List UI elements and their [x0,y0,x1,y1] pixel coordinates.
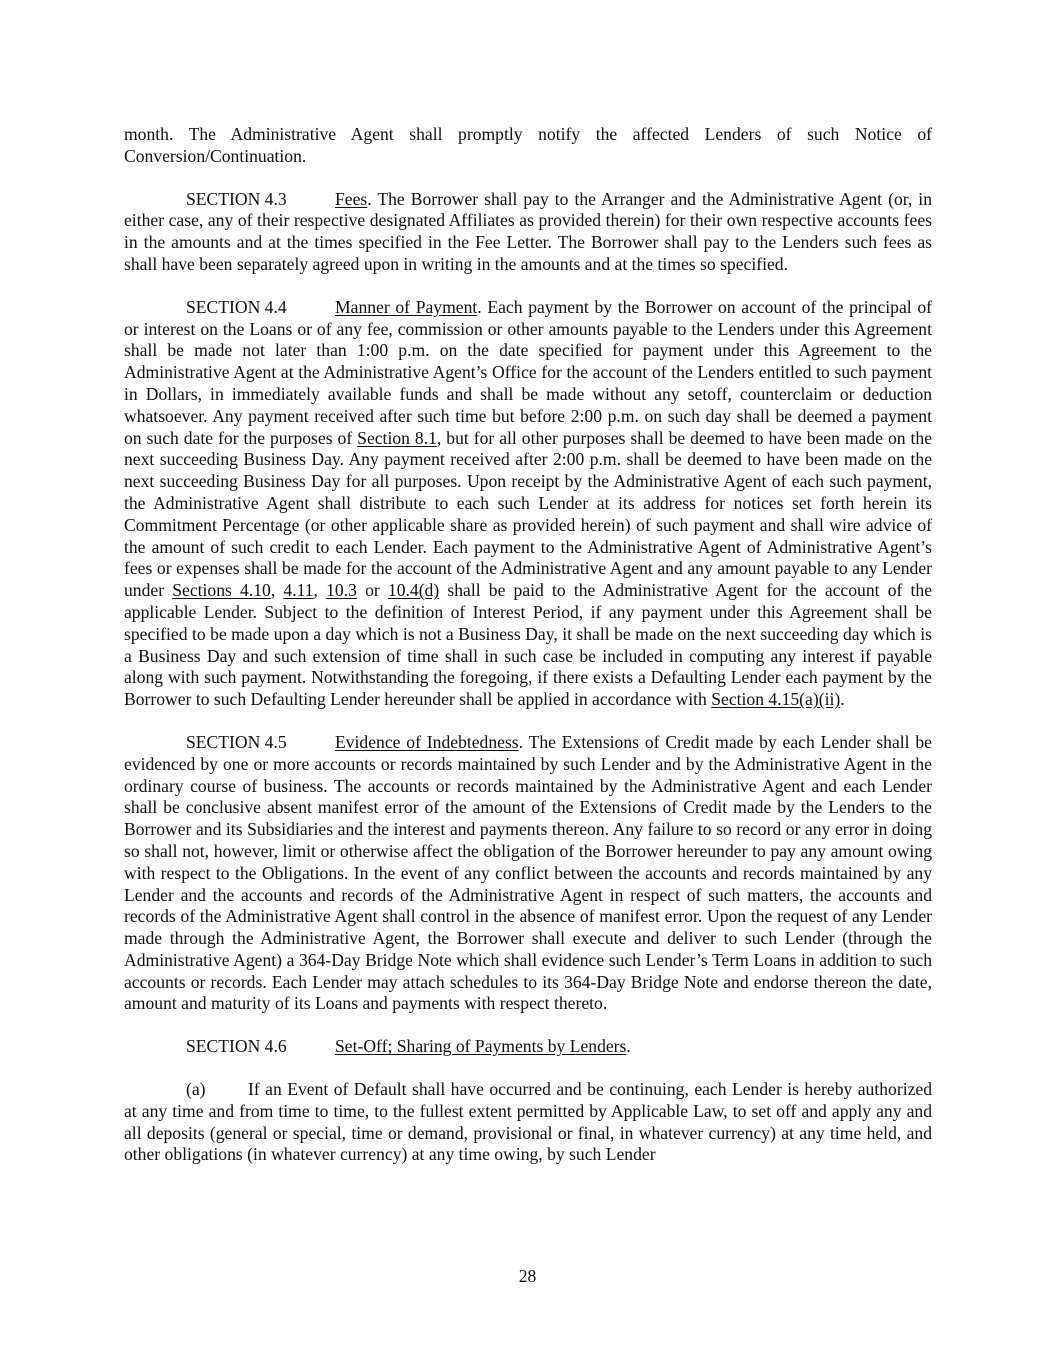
page-number: 28 [518,1266,537,1286]
section-number: SECTION 4.5 [186,731,287,752]
cross-reference: 10.4(d) [387,580,440,601]
separator-text: or [356,580,388,601]
section-title: Set-Off; Sharing of Payments by Lenders [335,1036,627,1057]
section-body: . The Extensions of Credit made by each Lender shall be evidenced by one or more accounts or records maintained by such Lender and by the Administrative Agent in the ordinary course of business. The accounts or records maintained by the Administrative Agent and each Lender shall be conclusive absent manifest error of the amount of the Extensions of Credit made by the Lenders to the Borrower and its Subsidiaries and the interest and payments thereon. Any failure to so record or any error in doing so shall not, however, limit or otherwise affect the obligation of the Borrower hereunder to pay any amount owing with respect to the Obligations. In the event of any conflict between the accounts and records maintained by any Lender and the accounts and records of the Administrative Agent in respect of such matters, the accounts and records of the Administrative Agent shall control in the absence of manifest error. Upon the request of any Lender made through the Administrative Agent, the Borrower shall execute and deliver to such Lender (through the Administrative Agent) a 364-Day Bridge Note which shall evidence such Lender’s Term Loans in addition to such accounts or records. Each Lender may attach schedules to its 364-Day Bridge Note and endorse thereon the date, amount and maturity of its Loans and payments with respect thereto. [124,731,932,1014]
section-title: Evidence of Indebtedness [335,731,519,752]
section-4-6-heading [124,1036,932,1058]
cross-reference: Section 4.15(a)(ii) [711,689,841,710]
section-4-4-paragraph [124,297,932,711]
section-4-5-paragraph [124,732,932,1015]
cross-reference: 4.11 [283,580,314,601]
separator-text: , [270,580,284,601]
intro-paragraph: month. The Administrative Agent shall promptly notify the affected Lenders of such Notice of Conversion/Continuation. [124,124,932,166]
section-number: SECTION 4.4 [186,296,287,317]
subsection-label: (a) [186,1079,206,1100]
cross-reference: 10.3 [326,580,357,601]
section-body-text: . Each payment by the Borrower on account of the principal of or interest on the Loans or of any fee, commission or other amounts payable to the Lenders under this Agreement shall be made not later than 1:00 p.m. on the date specified for payment under this Agreement to the Administrative Agent at the Administrative Agent’s Office for the account of the Lenders entitled to such payment in Dollars, in immediately available funds and shall be made without any setoff, counterclaim or deduction whatsoever. Any payment received after such time but before 2:00 p.m. on such day shall be deemed a payment on such date for the purposes of [124,296,932,448]
section-number: SECTION 4.6 [186,1036,287,1057]
section-body-text: , but for all other purposes shall be deemed to have been made on the next succeeding Business Day. Any payment received after 2:00 p.m. shall be deemed to have been made on the next succeeding Business Day for all purposes. Upon receipt by the Administrative Agent of each such payment, the Administrative Agent shall distribute to each such Lender at its address for notices set forth herein its Commitment Percentage (or other applicable share as provided herein) of such payment and shall wire advice of the amount of such credit to each Lender. Each payment to the Administrative Agent of Administrative Agent’s fees or expenses shall be made for the account of the Administrative Agent and any amount payable to any Lender under [124,427,933,601]
section-title: Manner of Payment [335,296,478,317]
subsection-body: If an Event of Default shall have occurred and be continuing, each Lender is hereby authorized at any time and from time to time, to the fullest extent permitted by Applicable Law, to set off and apply any and all deposits (general or special, time or demand, provisional or final, in whatever currency) at any time held, and other obligations (in whatever currency) at any time owing, by such Lender [124,1079,932,1165]
section-body-text: . [840,689,845,710]
section-4-3-paragraph [124,189,932,276]
subsection-4-6-a-paragraph [124,1079,932,1166]
cross-reference: Sections 4.10 [172,580,271,601]
section-body: . The Borrower shall pay to the Arranger and the Administrative Agent (or, in either case, any of their respective designated Affiliates as provided therein) for their own respective accounts fees in the amounts and at the times specified in the Fee Letter. The Borrower shall pay to the Lenders such fees as shall have been separately agreed upon in writing in the amounts and at the times so specified. [124,188,932,274]
section-number: SECTION 4.3 [186,188,287,209]
cross-reference: Section 8.1 [357,427,437,448]
section-title: Fees [335,188,368,209]
separator-text: , [313,580,327,601]
section-body-text: shall be paid to the Administrative Agent for the account of the applicable Lender. Subject to the definition of Interest Period, if any payment under this Agreement shall be specified to be made upon a day which is not a Business Day, it shall be made on the next succeeding day which is a Business Day and such extension of time shall in such case be included in computing any interest if payable along with such payment. Notwithstanding the foregoing, if there exists a Defaulting Lender each payment by the Borrower to such Defaulting Lender hereunder shall be applied in accordance with [124,580,933,710]
document-page [124,124,932,1187]
section-title-tail: . [626,1036,631,1057]
